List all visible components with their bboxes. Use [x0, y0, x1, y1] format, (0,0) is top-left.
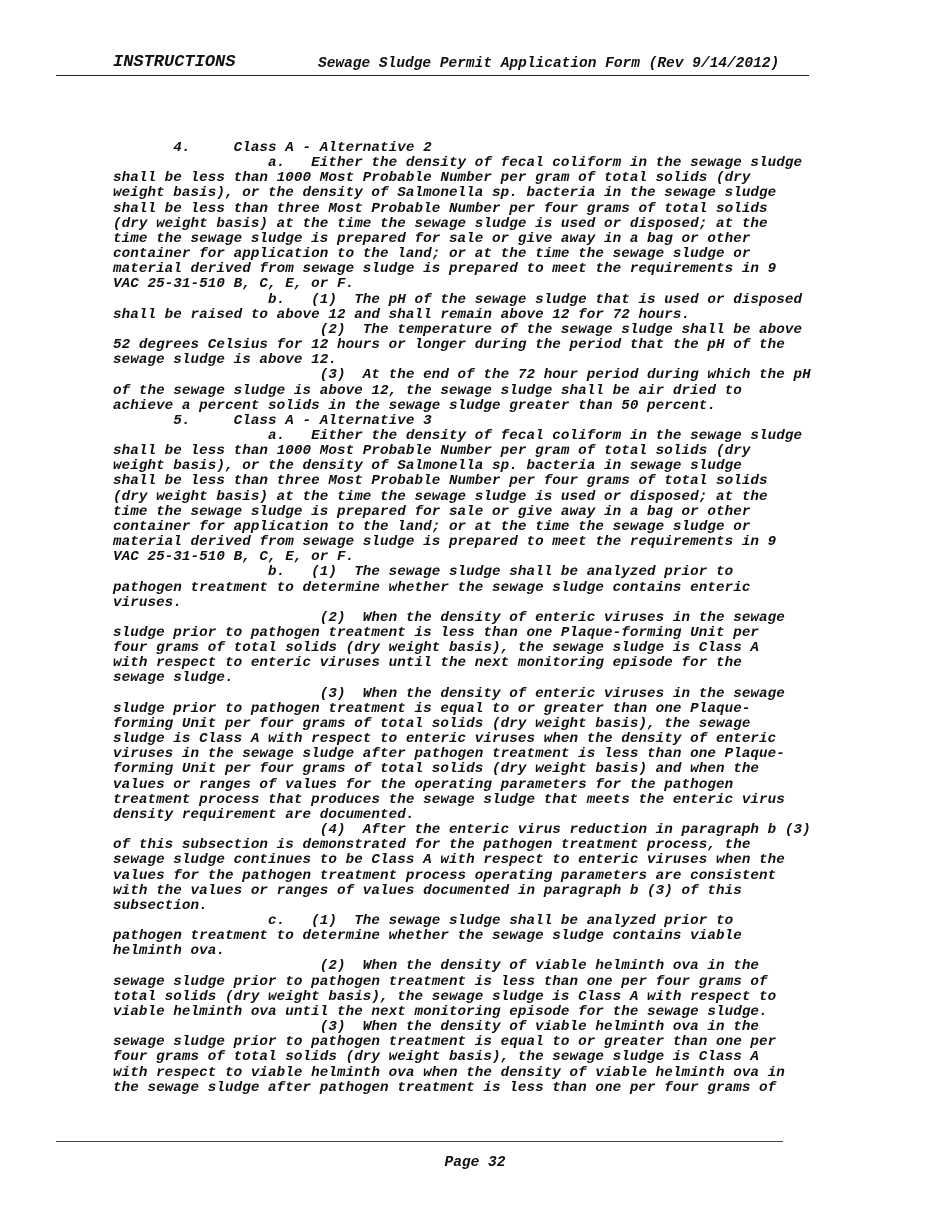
body-line: the sewage sludge after pathogen treatment is less than one per four grams of [113, 1079, 777, 1096]
body-line: b. (1) The pH of the sewage sludge that is used or disposed [113, 291, 803, 308]
body-line: shall be less than three Most Probable Number per four grams of total solids [113, 200, 768, 217]
body-line: shall be less than 1000 Most Probable Number per gram of total solids (dry [113, 170, 751, 187]
body-line: (4) After the enteric virus reduction in paragraph b (3) [113, 822, 811, 839]
body-line: (2) When the density of viable helminth ova in the [113, 958, 760, 975]
body-line: 5. Class A - Alternative 3 [113, 412, 432, 429]
body-line: c. (1) The sewage sludge shall be analyzed prior to [113, 912, 734, 929]
body-line: shall be raised to above 12 and shall remain above 12 for 72 hours. [113, 306, 691, 323]
body-line: sewage sludge prior to pathogen treatment is equal to or greater than one per [113, 1034, 777, 1051]
body-line: values or ranges of values for the operating parameters for the pathogen [113, 776, 734, 793]
header-form-title: Sewage Sludge Permit Application Form (Rev 9/14/2012) [318, 56, 780, 72]
body-line: shall be less than three Most Probable Number per four grams of total solids [113, 473, 768, 490]
body-line: sludge is Class A with respect to enteric viruses when the density of enteric [113, 731, 777, 748]
footer-divider [56, 1141, 783, 1142]
body-line: total solids (dry weight basis), the sewage sludge is Class A with respect to [113, 988, 777, 1005]
body-line: forming Unit per four grams of total solids (dry weight basis), the sewage [113, 715, 751, 732]
body-line: forming Unit per four grams of total solids (dry weight basis) and when the [113, 761, 760, 778]
body-line: shall be less than 1000 Most Probable Number per gram of total solids (dry [113, 443, 751, 460]
body-line: four grams of total solids (dry weight basis), the sewage sludge is Class A [113, 640, 760, 657]
header-divider [56, 75, 809, 76]
body-line: sludge prior to pathogen treatment is less than one Plaque-forming Unit per [113, 625, 760, 641]
body-line: a. Either the density of fecal coliform in the sewage sludge [113, 427, 803, 444]
body-line: with respect to viable helminth ova when the density of viable helminth ova in [113, 1064, 785, 1081]
header-section-title: INSTRUCTIONS [113, 53, 236, 72]
body-line: achieve a percent solids in the sewage sludge greater than 50 percent. [113, 397, 716, 414]
body-line: pathogen treatment to determine whether the sewage sludge contains viable [113, 928, 742, 945]
body-line: material derived from sewage sludge is prepared to meet the requirements in 9 [113, 261, 777, 278]
body-line: weight basis), or the density of Salmonella sp. bacteria in the sewage sludge [113, 185, 777, 202]
body-line: time the sewage sludge is prepared for sale or give away in a bag or other [113, 503, 751, 520]
body-line: viruses in the sewage sludge after pathogen treatment is less than one Plaque- [113, 746, 785, 763]
body-line: sewage sludge is above 12. [113, 352, 337, 369]
body-line: sludge prior to pathogen treatment is equal to or greater than one Plaque- [113, 700, 751, 717]
body-line: (3) At the end of the 72 hour period during which the pH [113, 367, 811, 384]
page-number: Page 32 [444, 1155, 506, 1171]
body-line: weight basis), or the density of Salmonella sp. bacteria in sewage sludge [113, 458, 742, 475]
body-line: subsection. [113, 897, 208, 914]
body-line: VAC 25-31-510 B, C, E, or F. [113, 276, 355, 293]
body-line: a. Either the density of fecal coliform in the sewage sludge [113, 155, 803, 172]
body-line: (3) When the density of enteric viruses in the sewage [113, 685, 785, 702]
body-line: container for application to the land; or at the time the sewage sludge or [113, 246, 751, 263]
body-line: sewage sludge. [113, 670, 234, 687]
body-line: (dry weight basis) at the time the sewage sludge is used or disposed; at the [113, 488, 768, 505]
body-line: b. (1) The sewage sludge shall be analyzed prior to [113, 564, 734, 581]
body-line: density requirement are documented. [113, 806, 415, 823]
body-line: material derived from sewage sludge is prepared to meet the requirements in 9 [113, 534, 777, 551]
body-line: 4. Class A - Alternative 2 [113, 140, 432, 156]
body-line: 52 degrees Celsius for 12 hours or longer during the period that the pH of the [113, 337, 785, 354]
body-line: (2) The temperature of the sewage sludge shall be above [113, 321, 803, 338]
body-line: (3) When the density of viable helminth ova in the [113, 1019, 760, 1036]
body-line: sewage sludge prior to pathogen treatment is less than one per four grams of [113, 973, 768, 990]
body-line: of this subsection is demonstrated for the pathogen treatment process, the [113, 837, 751, 854]
body-line: values for the pathogen treatment process operating parameters are consistent [113, 867, 777, 884]
body-line: with respect to enteric viruses until the next monitoring episode for the [113, 655, 742, 672]
body-line: sewage sludge continues to be Class A with respect to enteric viruses when the [113, 852, 785, 869]
body-line: pathogen treatment to determine whether the sewage sludge contains enteric [113, 579, 751, 596]
body-line: helminth ova. [113, 943, 225, 960]
body-line: (2) When the density of enteric viruses in the sewage [113, 609, 785, 626]
body-line: container for application to the land; or at the time the sewage sludge or [113, 518, 751, 535]
body-line: viruses. [113, 594, 182, 611]
body-line: viable helminth ova until the next monitoring episode for the sewage sludge. [113, 1003, 768, 1020]
body-line: with the values or ranges of values documented in paragraph b (3) of this [113, 882, 742, 899]
document-body [113, 141, 853, 1096]
body-line: four grams of total solids (dry weight basis), the sewage sludge is Class A [113, 1049, 760, 1066]
body-line: time the sewage sludge is prepared for sale or give away in a bag or other [113, 230, 751, 247]
body-line: of the sewage sludge is above 12, the sewage sludge shall be air dried to [113, 382, 742, 399]
body-line: treatment process that produces the sewage sludge that meets the enteric virus [113, 791, 785, 808]
body-line: VAC 25-31-510 B, C, E, or F. [113, 549, 355, 566]
body-line: (dry weight basis) at the time the sewage sludge is used or disposed; at the [113, 215, 768, 232]
